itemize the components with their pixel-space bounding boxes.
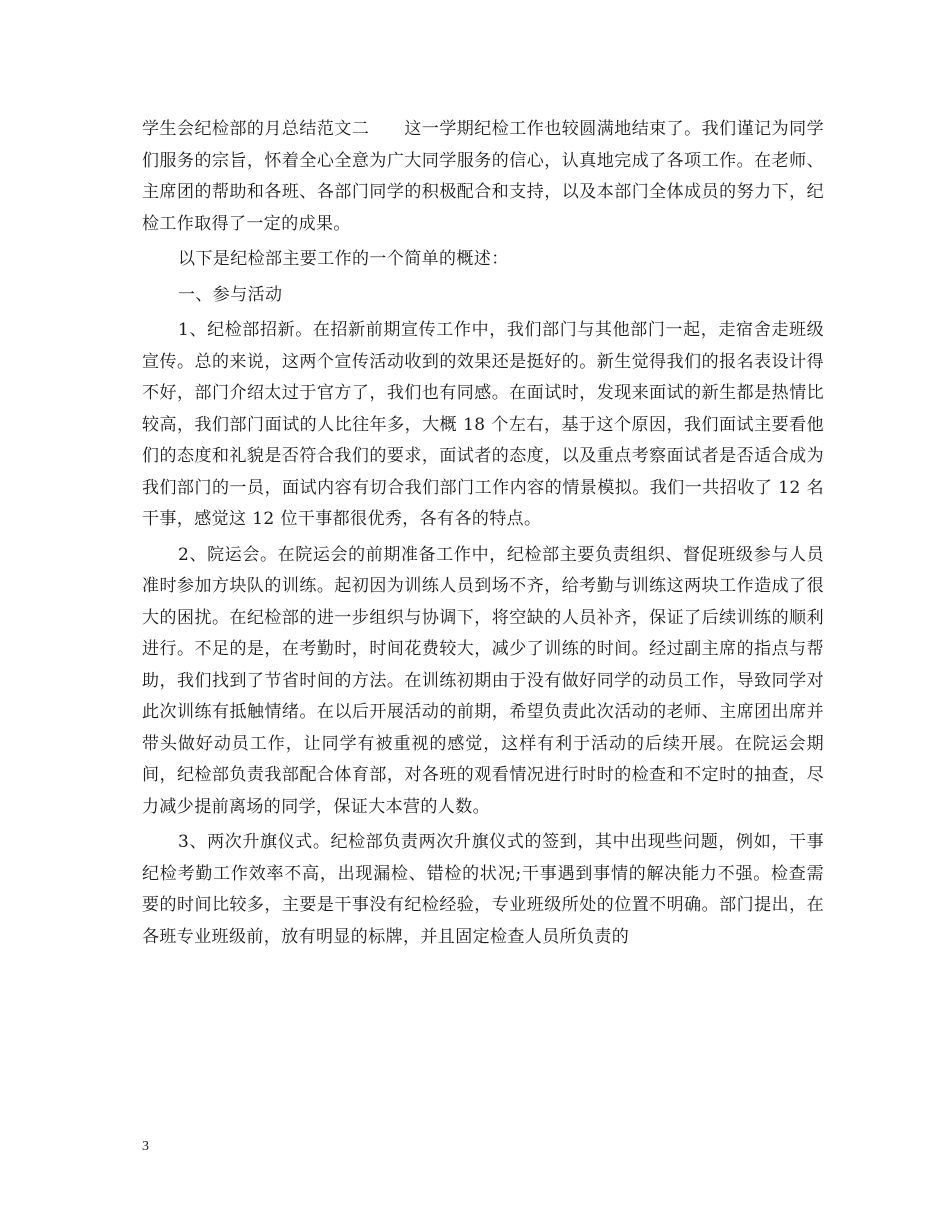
page-number: 3 xyxy=(142,1139,149,1154)
document-body xyxy=(142,114,824,957)
paragraph-intro: 学生会纪检部的月总结范文二 这一学期纪检工作也较圆满地结束了。我们谨记为同学们服务的宗旨，怀着全心全意为广大同学服务的信心，认真地完成了各项工作。在老师、主席团的帮助和各班、各部门同学的积极配合和支持，以及本部门全体成员的努力下，纪检工作取得了一定的成果。 xyxy=(142,119,824,234)
section-heading-activities: 一、参与活动 xyxy=(178,284,283,305)
paragraph-recruitment: 1、纪检部招新。在招新前期宣传工作中，我们部门与其他部门一起，走宿舍走班级宣传。总的来说，这两个宣传活动收到的效果还是挺好的。新生觉得我们的报名表设计得不好，部门介绍太过于官方了，我们也有同感。在面试时，发现来面试的新生都是热情比较高，我们部门面试的人比往年多，大概 18 个左右，基于这个原因，我们面试主要看他们的态度和礼貌是否符合我们的要求，面试者的态度，以及重点考察面试者是否适合成为我们部门的一员，面试内容有切合我们部门工作内容的情景模拟。我们一共招收了 12 名干事，感觉这 12 位干事都很优秀，各有各的特点。 xyxy=(142,320,824,529)
paragraph-flag-raising: 3、两次升旗仪式。纪检部负责两次升旗仪式的签到，其中出现些问题，例如，干事纪检考勤工作效率不高，出现漏检、错检的状况;干事遇到事情的解决能力不强。检查需要的时间比较多，主要是干事没有纪检经验，专业班级所处的位置不明确。部门提出，在各班专业班级前，放有明显的标牌，并且固定检查人员所负责的 xyxy=(142,832,824,947)
paragraph-overview: 以下是纪检部主要工作的一个简单的概述： xyxy=(178,249,509,269)
paragraph-sports-meet: 2、院运会。在院运会的前期准备工作中，纪检部主要负责组织、督促班级参与人员准时参加方块队的训练。起初因为训练人员到场不齐，给考勤与训练这两块工作造成了很大的困扰。在纪检部的进一步组织与协调下，将空缺的人员补齐，保证了后续训练的顺利进行。不足的是，在考勤时，时间花费较大，减少了训练的时间。经过副主席的指点与帮助，我们找到了节省时间的方法。在训练初期由于没有做好同学的动员工作，导致同学对此次训练有抵触情绪。在以后开展活动的前期，希望负责此次活动的老师、主席团出席并带头做好动员工作，让同学有被重视的感觉，这样有利于活动的后续开展。在院运会期间，纪检部负责我部配合体育部，对各班的观看情况进行时时的检查和不定时的抽查，尽力减少提前离场的同学，保证大本营的人数。 xyxy=(142,544,824,817)
